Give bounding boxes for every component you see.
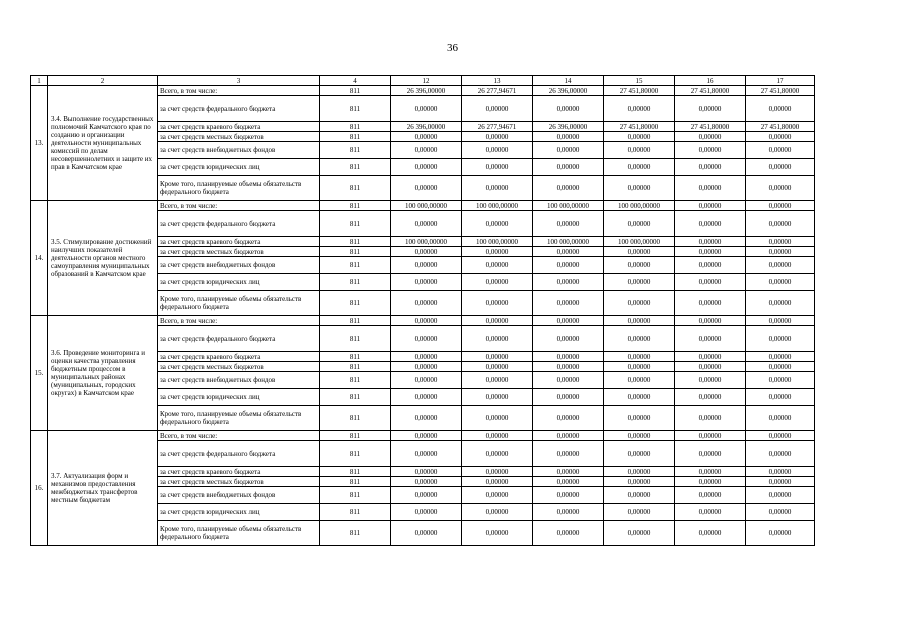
amount-cell: 0,00000 (462, 96, 533, 122)
amount-cell: 0,00000 (746, 159, 815, 176)
amount-cell: 0,00000 (462, 362, 533, 372)
amount-cell: 0,00000 (604, 504, 675, 521)
amount-cell: 0,00000 (391, 487, 462, 504)
amount-cell: 100 000,00000 (604, 201, 675, 211)
funding-source: за счет средств краевого бюджета (158, 122, 320, 132)
amount-cell: 0,00000 (533, 467, 604, 477)
amount-cell: 0,00000 (746, 247, 815, 257)
table-row (31, 431, 815, 441)
table-header-row (31, 76, 815, 86)
amount-cell: 0,00000 (604, 176, 675, 201)
amount-cell: 0,00000 (391, 274, 462, 291)
funding-source: за счет средств федерального бюджета (158, 326, 320, 352)
amount-cell: 0,00000 (533, 487, 604, 504)
amount-cell: 0,00000 (675, 362, 746, 372)
amount-cell: 0,00000 (533, 176, 604, 201)
amount-cell: 0,00000 (391, 372, 462, 389)
amount-cell: 0,00000 (391, 142, 462, 159)
amount-cell: 0,00000 (391, 352, 462, 362)
funding-source: за счет средств внебюджетных фондов (158, 372, 320, 389)
amount-cell: 0,00000 (533, 389, 604, 406)
amount-cell: 0,00000 (462, 389, 533, 406)
amount-cell: 0,00000 (391, 504, 462, 521)
amount-cell: 0,00000 (746, 176, 815, 201)
amount-cell: 0,00000 (533, 274, 604, 291)
column-header: 13 (462, 76, 533, 86)
budget-code: 811 (320, 211, 391, 237)
amount-cell: 0,00000 (391, 326, 462, 352)
budget-code: 811 (320, 504, 391, 521)
amount-cell: 0,00000 (675, 316, 746, 326)
amount-cell: 0,00000 (746, 372, 815, 389)
budget-code: 811 (320, 406, 391, 431)
funding-source: Кроме того, планируемые объемы обязательств федерального бюджета (158, 176, 320, 201)
amount-cell: 0,00000 (391, 257, 462, 274)
amount-cell: 0,00000 (462, 176, 533, 201)
budget-code: 811 (320, 521, 391, 546)
amount-cell: 26 396,00000 (533, 86, 604, 96)
amount-cell: 0,00000 (746, 237, 815, 247)
budget-code: 811 (320, 467, 391, 477)
amount-cell: 0,00000 (675, 504, 746, 521)
amount-cell: 0,00000 (533, 362, 604, 372)
amount-cell: 0,00000 (746, 477, 815, 487)
budget-code: 811 (320, 431, 391, 441)
amount-cell: 0,00000 (533, 477, 604, 487)
row-number: 14. (31, 201, 48, 316)
funding-source: за счет средств федерального бюджета (158, 96, 320, 122)
funding-source: за счет средств местных бюджетов (158, 362, 320, 372)
amount-cell: 0,00000 (746, 352, 815, 362)
funding-source: за счет средств краевого бюджета (158, 467, 320, 477)
amount-cell: 0,00000 (675, 352, 746, 362)
amount-cell: 0,00000 (391, 211, 462, 237)
amount-cell: 0,00000 (675, 441, 746, 467)
amount-cell: 0,00000 (533, 504, 604, 521)
activity-name: 3.4. Выполнение государственных полномочий Камчатского края по созданию и организации деятельности муниципальных комиссий по делам несовершеннолетних и защите их прав в Камчатском крае (48, 86, 158, 201)
amount-cell: 0,00000 (391, 176, 462, 201)
funding-source: за счет средств краевого бюджета (158, 237, 320, 247)
amount-cell: 0,00000 (391, 521, 462, 546)
amount-cell: 0,00000 (675, 477, 746, 487)
amount-cell: 0,00000 (604, 362, 675, 372)
amount-cell: 100 000,00000 (462, 201, 533, 211)
amount-cell: 0,00000 (604, 467, 675, 477)
funding-source: за счет средств юридических лиц (158, 274, 320, 291)
amount-cell: 0,00000 (462, 504, 533, 521)
amount-cell: 0,00000 (675, 431, 746, 441)
amount-cell: 0,00000 (675, 274, 746, 291)
funding-source: за счет средств внебюджетных фондов (158, 142, 320, 159)
amount-cell: 100 000,00000 (391, 237, 462, 247)
funding-source: за счет средств юридических лиц (158, 389, 320, 406)
amount-cell: 100 000,00000 (533, 201, 604, 211)
column-header: 15 (604, 76, 675, 86)
column-header: 3 (158, 76, 320, 86)
amount-cell: 0,00000 (391, 362, 462, 372)
amount-cell: 0,00000 (675, 521, 746, 546)
funding-source: за счет средств местных бюджетов (158, 247, 320, 257)
activity-name: 3.5. Стимулирование достижений наилучших показателей деятельности органов местного самоуправления муниципальных образований в Камчатском крае (48, 201, 158, 316)
amount-cell: 0,00000 (462, 257, 533, 274)
amount-cell: 0,00000 (462, 316, 533, 326)
budget-code: 811 (320, 326, 391, 352)
amount-cell: 0,00000 (533, 132, 604, 142)
funding-source: за счет средств местных бюджетов (158, 132, 320, 142)
amount-cell: 0,00000 (746, 142, 815, 159)
amount-cell: 0,00000 (533, 521, 604, 546)
budget-code: 811 (320, 96, 391, 122)
amount-cell: 0,00000 (675, 96, 746, 122)
amount-cell: 0,00000 (462, 159, 533, 176)
amount-cell: 0,00000 (746, 326, 815, 352)
amount-cell: 27 451,80000 (675, 86, 746, 96)
amount-cell: 0,00000 (675, 247, 746, 257)
amount-cell: 0,00000 (746, 257, 815, 274)
amount-cell: 0,00000 (675, 257, 746, 274)
amount-cell: 0,00000 (604, 352, 675, 362)
amount-cell: 0,00000 (675, 237, 746, 247)
budget-code: 811 (320, 487, 391, 504)
budget-code: 811 (320, 441, 391, 467)
amount-cell: 0,00000 (391, 291, 462, 316)
amount-cell: 0,00000 (533, 431, 604, 441)
row-number: 13. (31, 86, 48, 201)
budget-table (30, 75, 815, 546)
amount-cell: 0,00000 (533, 96, 604, 122)
amount-cell: 26 396,00000 (533, 122, 604, 132)
amount-cell: 0,00000 (675, 326, 746, 352)
amount-cell: 0,00000 (533, 257, 604, 274)
amount-cell: 0,00000 (604, 316, 675, 326)
row-number: 15. (31, 316, 48, 431)
funding-source: за счет средств внебюджетных фондов (158, 487, 320, 504)
budget-code: 811 (320, 257, 391, 274)
funding-source: Кроме того, планируемые объемы обязательств федерального бюджета (158, 521, 320, 546)
amount-cell: 0,00000 (675, 176, 746, 201)
budget-code: 811 (320, 362, 391, 372)
funding-source: Всего, в том числе: (158, 201, 320, 211)
activity-name: 3.6. Проведение мониторинга и оценки качества управления бюджетным процессом в муниципальных районах (муниципальных, городских округах) в Камчатском крае (48, 316, 158, 431)
budget-code: 811 (320, 201, 391, 211)
amount-cell: 0,00000 (462, 274, 533, 291)
amount-cell: 0,00000 (746, 291, 815, 316)
budget-code: 811 (320, 389, 391, 406)
amount-cell: 0,00000 (604, 247, 675, 257)
amount-cell: 0,00000 (675, 389, 746, 406)
column-header: 14 (533, 76, 604, 86)
column-header: 2 (48, 76, 158, 86)
funding-source: за счет средств внебюджетных фондов (158, 257, 320, 274)
amount-cell: 0,00000 (604, 441, 675, 467)
budget-code: 811 (320, 142, 391, 159)
amount-cell: 0,00000 (533, 372, 604, 389)
amount-cell: 26 277,94671 (462, 122, 533, 132)
amount-cell: 100 000,00000 (533, 237, 604, 247)
amount-cell: 0,00000 (746, 406, 815, 431)
amount-cell: 0,00000 (533, 247, 604, 257)
amount-cell: 0,00000 (746, 504, 815, 521)
amount-cell: 0,00000 (604, 389, 675, 406)
amount-cell: 0,00000 (604, 521, 675, 546)
column-header: 12 (391, 76, 462, 86)
budget-code: 811 (320, 122, 391, 132)
funding-source: за счет средств местных бюджетов (158, 477, 320, 487)
amount-cell: 0,00000 (462, 142, 533, 159)
amount-cell: 100 000,00000 (604, 237, 675, 247)
amount-cell: 0,00000 (604, 132, 675, 142)
amount-cell: 27 451,80000 (746, 122, 815, 132)
budget-code: 811 (320, 132, 391, 142)
amount-cell: 0,00000 (746, 211, 815, 237)
amount-cell: 0,00000 (462, 372, 533, 389)
amount-cell: 0,00000 (391, 406, 462, 431)
table-row (31, 316, 815, 326)
amount-cell: 0,00000 (675, 406, 746, 431)
amount-cell: 0,00000 (462, 291, 533, 316)
amount-cell: 0,00000 (391, 431, 462, 441)
amount-cell: 0,00000 (675, 142, 746, 159)
budget-code: 811 (320, 291, 391, 316)
amount-cell: 0,00000 (675, 467, 746, 477)
budget-code: 811 (320, 316, 391, 326)
amount-cell: 0,00000 (462, 441, 533, 467)
amount-cell: 0,00000 (462, 487, 533, 504)
amount-cell: 0,00000 (746, 132, 815, 142)
amount-cell: 0,00000 (746, 431, 815, 441)
amount-cell: 0,00000 (746, 316, 815, 326)
funding-source: за счет средств юридических лиц (158, 159, 320, 176)
amount-cell: 0,00000 (604, 372, 675, 389)
amount-cell: 0,00000 (533, 352, 604, 362)
column-header: 16 (675, 76, 746, 86)
column-header: 4 (320, 76, 391, 86)
budget-code: 811 (320, 274, 391, 291)
funding-source: Кроме того, планируемые объемы обязательств федерального бюджета (158, 291, 320, 316)
funding-source: за счет средств краевого бюджета (158, 352, 320, 362)
amount-cell: 0,00000 (462, 132, 533, 142)
budget-code: 811 (320, 477, 391, 487)
amount-cell: 0,00000 (533, 316, 604, 326)
amount-cell: 27 451,80000 (746, 86, 815, 96)
amount-cell: 0,00000 (604, 257, 675, 274)
table-body (31, 76, 815, 546)
amount-cell: 0,00000 (533, 291, 604, 316)
activity-name: 3.7. Актуализация форм и механизмов предоставления межбюджетных трансфертов местным бюджетам (48, 431, 158, 546)
amount-cell: 0,00000 (675, 201, 746, 211)
amount-cell: 0,00000 (391, 467, 462, 477)
amount-cell: 0,00000 (675, 211, 746, 237)
budget-code: 811 (320, 247, 391, 257)
amount-cell: 0,00000 (391, 316, 462, 326)
amount-cell: 27 451,80000 (604, 122, 675, 132)
funding-source: за счет средств федерального бюджета (158, 211, 320, 237)
amount-cell: 0,00000 (462, 406, 533, 431)
amount-cell: 0,00000 (604, 326, 675, 352)
amount-cell: 0,00000 (675, 487, 746, 504)
amount-cell: 0,00000 (391, 477, 462, 487)
amount-cell: 0,00000 (462, 431, 533, 441)
amount-cell: 0,00000 (604, 142, 675, 159)
amount-cell: 0,00000 (462, 521, 533, 546)
amount-cell: 0,00000 (604, 159, 675, 176)
funding-source: Всего, в том числе: (158, 316, 320, 326)
amount-cell: 0,00000 (746, 521, 815, 546)
funding-source: Всего, в том числе: (158, 431, 320, 441)
amount-cell: 0,00000 (746, 441, 815, 467)
column-header: 1 (31, 76, 48, 86)
amount-cell: 0,00000 (604, 274, 675, 291)
amount-cell: 0,00000 (604, 291, 675, 316)
amount-cell: 0,00000 (391, 96, 462, 122)
amount-cell: 0,00000 (462, 247, 533, 257)
amount-cell: 0,00000 (746, 201, 815, 211)
column-header: 17 (746, 76, 815, 86)
budget-code: 811 (320, 372, 391, 389)
amount-cell: 26 396,00000 (391, 122, 462, 132)
amount-cell: 0,00000 (533, 406, 604, 431)
amount-cell: 0,00000 (746, 487, 815, 504)
table-row (31, 86, 815, 96)
amount-cell: 0,00000 (675, 159, 746, 176)
amount-cell: 100 000,00000 (462, 237, 533, 247)
funding-source: Всего, в том числе: (158, 86, 320, 96)
amount-cell: 0,00000 (533, 211, 604, 237)
amount-cell: 0,00000 (604, 406, 675, 431)
amount-cell: 26 396,00000 (391, 86, 462, 96)
amount-cell: 27 451,80000 (604, 86, 675, 96)
amount-cell: 0,00000 (746, 362, 815, 372)
funding-source: Кроме того, планируемые объемы обязательств федерального бюджета (158, 406, 320, 431)
amount-cell: 0,00000 (462, 326, 533, 352)
amount-cell: 0,00000 (391, 159, 462, 176)
amount-cell: 0,00000 (462, 352, 533, 362)
amount-cell: 0,00000 (533, 441, 604, 467)
amount-cell: 0,00000 (604, 487, 675, 504)
amount-cell: 0,00000 (391, 247, 462, 257)
amount-cell: 0,00000 (462, 477, 533, 487)
amount-cell: 0,00000 (675, 291, 746, 316)
funding-source: за счет средств юридических лиц (158, 504, 320, 521)
amount-cell: 0,00000 (533, 326, 604, 352)
amount-cell: 0,00000 (604, 211, 675, 237)
amount-cell: 0,00000 (675, 132, 746, 142)
budget-code: 811 (320, 159, 391, 176)
amount-cell: 0,00000 (462, 211, 533, 237)
amount-cell: 26 277,94671 (462, 86, 533, 96)
amount-cell: 0,00000 (746, 389, 815, 406)
amount-cell: 0,00000 (746, 96, 815, 122)
amount-cell: 0,00000 (533, 142, 604, 159)
amount-cell: 0,00000 (391, 389, 462, 406)
amount-cell: 0,00000 (746, 274, 815, 291)
amount-cell: 0,00000 (391, 132, 462, 142)
budget-code: 811 (320, 176, 391, 201)
budget-code: 811 (320, 86, 391, 96)
amount-cell: 0,00000 (533, 159, 604, 176)
amount-cell: 0,00000 (746, 467, 815, 477)
amount-cell: 0,00000 (391, 441, 462, 467)
funding-source: за счет средств федерального бюджета (158, 441, 320, 467)
amount-cell: 0,00000 (604, 96, 675, 122)
amount-cell: 0,00000 (462, 467, 533, 477)
table-row (31, 201, 815, 211)
page-number: 36 (447, 42, 458, 54)
amount-cell: 27 451,80000 (675, 122, 746, 132)
row-number: 16. (31, 431, 48, 546)
amount-cell: 100 000,00000 (391, 201, 462, 211)
amount-cell: 0,00000 (675, 372, 746, 389)
budget-code: 811 (320, 352, 391, 362)
budget-code: 811 (320, 237, 391, 247)
amount-cell: 0,00000 (604, 477, 675, 487)
amount-cell: 0,00000 (604, 431, 675, 441)
